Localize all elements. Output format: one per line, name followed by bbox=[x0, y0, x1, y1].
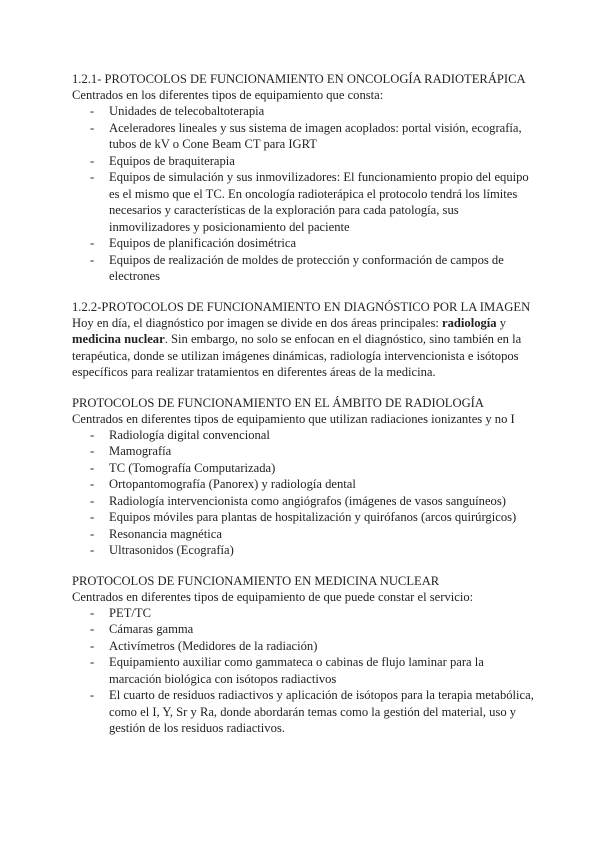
list-item bbox=[72, 235, 534, 252]
list-item bbox=[72, 605, 534, 622]
dash-bullet: - bbox=[90, 605, 95, 620]
list-item-text: Equipos de realización de moldes de protección y conformación de campos de electrones bbox=[109, 252, 504, 283]
dash-bullet: - bbox=[90, 236, 95, 250]
list-item-text: Equipos de planificación dosimétrica bbox=[109, 236, 297, 250]
list-item bbox=[72, 252, 534, 285]
section-intro: Centrados en diferentes tipos de equipamiento de que puede constar el servicio: bbox=[72, 589, 474, 604]
section-heading: PROTOCOLOS DE FUNCIONAMIENTO EN EL ÁMBITO DE RADIOLOGÍA bbox=[72, 395, 484, 410]
paragraph-text: . Sin embargo, no solo se enfocan en el diagnóstico, sino también en la terapéutica, donde se utilizan imágenes dinámicas, radiología intervencionista e isótopos específicos para realizar tratamientos en diferentes áreas de la medicina. bbox=[72, 332, 522, 379]
dash-bullet: - bbox=[90, 153, 95, 168]
section-diagnostico-imagen bbox=[72, 299, 534, 381]
list-item-text: Equipos de braquiterapia bbox=[109, 153, 235, 168]
list-item bbox=[72, 493, 534, 510]
dash-bullet: - bbox=[90, 622, 95, 636]
section-intro: Centrados en los diferentes tipos de equipamiento que consta: bbox=[72, 88, 384, 102]
equipment-list bbox=[72, 103, 534, 285]
list-item-text: El cuarto de residuos radiactivos y aplicación de isótopos para la terapia metabólica, como el I, Y, Sr y Ra, donde abordarán temas como la gestión del material, uso y gestión de los residuos radiactivos. bbox=[109, 688, 534, 735]
list-item bbox=[72, 103, 534, 120]
list-item bbox=[72, 443, 534, 460]
list-item-text: Aceleradores lineales y sus sistema de imagen acoplados: portal visión, ecografía, tubos de kV o Cone Beam CT para IGRT bbox=[109, 120, 522, 151]
list-item bbox=[72, 427, 534, 444]
list-item-text: Equipos de simulación y sus inmovilizadores: El funcionamiento propio del equipo es el mismo que el TC. En oncología radioterápica el protocolo tendrá los límites necesarios y características de la exploración para cada patología, sus inmovilizadores y posicionamiento del paciente bbox=[109, 170, 529, 234]
list-item-text: Radiología intervencionista como angiógrafos (imágenes de vasos sanguíneos) bbox=[109, 493, 506, 508]
equipment-list bbox=[72, 605, 534, 737]
section-intro: Centrados en diferentes tipos de equipamiento que utilizan radiaciones ionizantes y no I bbox=[72, 411, 515, 426]
list-item bbox=[72, 169, 534, 235]
list-item bbox=[72, 542, 534, 559]
list-item-text: Equipamiento auxiliar como gammateca o cabinas de flujo laminar para la marcación biológica con isótopos radiactivos bbox=[109, 655, 484, 686]
dash-bullet: - bbox=[90, 655, 95, 669]
list-item bbox=[72, 460, 534, 477]
dash-bullet: - bbox=[90, 688, 95, 702]
list-item-text: Resonancia magnética bbox=[109, 526, 222, 541]
equipment-list bbox=[72, 427, 534, 559]
section-oncologia-radioterapica bbox=[72, 71, 534, 285]
dash-bullet: - bbox=[90, 104, 95, 118]
list-item bbox=[72, 654, 534, 687]
list-item bbox=[72, 120, 534, 153]
document-body bbox=[72, 71, 534, 751]
dash-bullet: - bbox=[90, 510, 95, 524]
bold-term-medicina-nuclear: medicina nuclear bbox=[72, 332, 165, 346]
list-item-text: Ortopantomografía (Panorex) y radiología dental bbox=[109, 477, 356, 491]
paragraph-text: y bbox=[496, 315, 507, 330]
dash-bullet: - bbox=[90, 477, 95, 491]
list-item bbox=[72, 687, 534, 737]
dash-bullet: - bbox=[90, 493, 95, 508]
dash-bullet: - bbox=[90, 170, 95, 184]
section-heading: PROTOCOLOS DE FUNCIONAMIENTO EN MEDICINA NUCLEAR bbox=[72, 573, 440, 588]
list-item-text: TC (Tomografía Computarizada) bbox=[109, 460, 276, 475]
list-item bbox=[72, 509, 534, 526]
list-item-text: Ultrasonidos (Ecografía) bbox=[109, 543, 234, 557]
dash-bullet: - bbox=[90, 543, 95, 557]
list-item-text: Equipos móviles para plantas de hospitalización y quirófanos (arcos quirúrgicos) bbox=[109, 510, 517, 524]
list-item bbox=[72, 638, 534, 655]
list-item-text: Cámaras gamma bbox=[109, 622, 194, 636]
section-medicina-nuclear bbox=[72, 573, 534, 737]
section-radiologia bbox=[72, 395, 534, 559]
paragraph-text: Hoy en día, el diagnóstico por imagen se divide en dos áreas principales: bbox=[72, 315, 443, 330]
list-item-text: Mamografía bbox=[109, 444, 172, 458]
list-item bbox=[72, 153, 534, 170]
dash-bullet: - bbox=[90, 120, 95, 135]
list-item bbox=[72, 621, 534, 638]
list-item-text: PET/TC bbox=[109, 605, 151, 620]
section-heading: 1.2.2-PROTOCOLOS DE FUNCIONAMIENTO EN DIAGNÓSTICO POR LA IMAGEN bbox=[72, 299, 531, 314]
list-item bbox=[72, 526, 534, 543]
section-heading: 1.2.1- PROTOCOLOS DE FUNCIONAMIENTO EN ONCOLOGÍA RADIOTERÁPICA bbox=[72, 72, 526, 86]
dash-bullet: - bbox=[90, 638, 95, 653]
list-item-text: Radiología digital convencional bbox=[109, 427, 270, 442]
list-item-text: Activímetros (Medidores de la radiación) bbox=[109, 638, 318, 653]
list-item bbox=[72, 476, 534, 493]
bold-term-radiologia: radiología bbox=[442, 315, 497, 330]
dash-bullet: - bbox=[90, 460, 95, 475]
section-paragraph bbox=[72, 315, 534, 381]
dash-bullet: - bbox=[90, 444, 95, 458]
dash-bullet: - bbox=[90, 526, 95, 541]
dash-bullet: - bbox=[90, 252, 95, 267]
dash-bullet: - bbox=[90, 427, 95, 442]
list-item-text: Unidades de telecobaltoterapia bbox=[109, 104, 265, 118]
